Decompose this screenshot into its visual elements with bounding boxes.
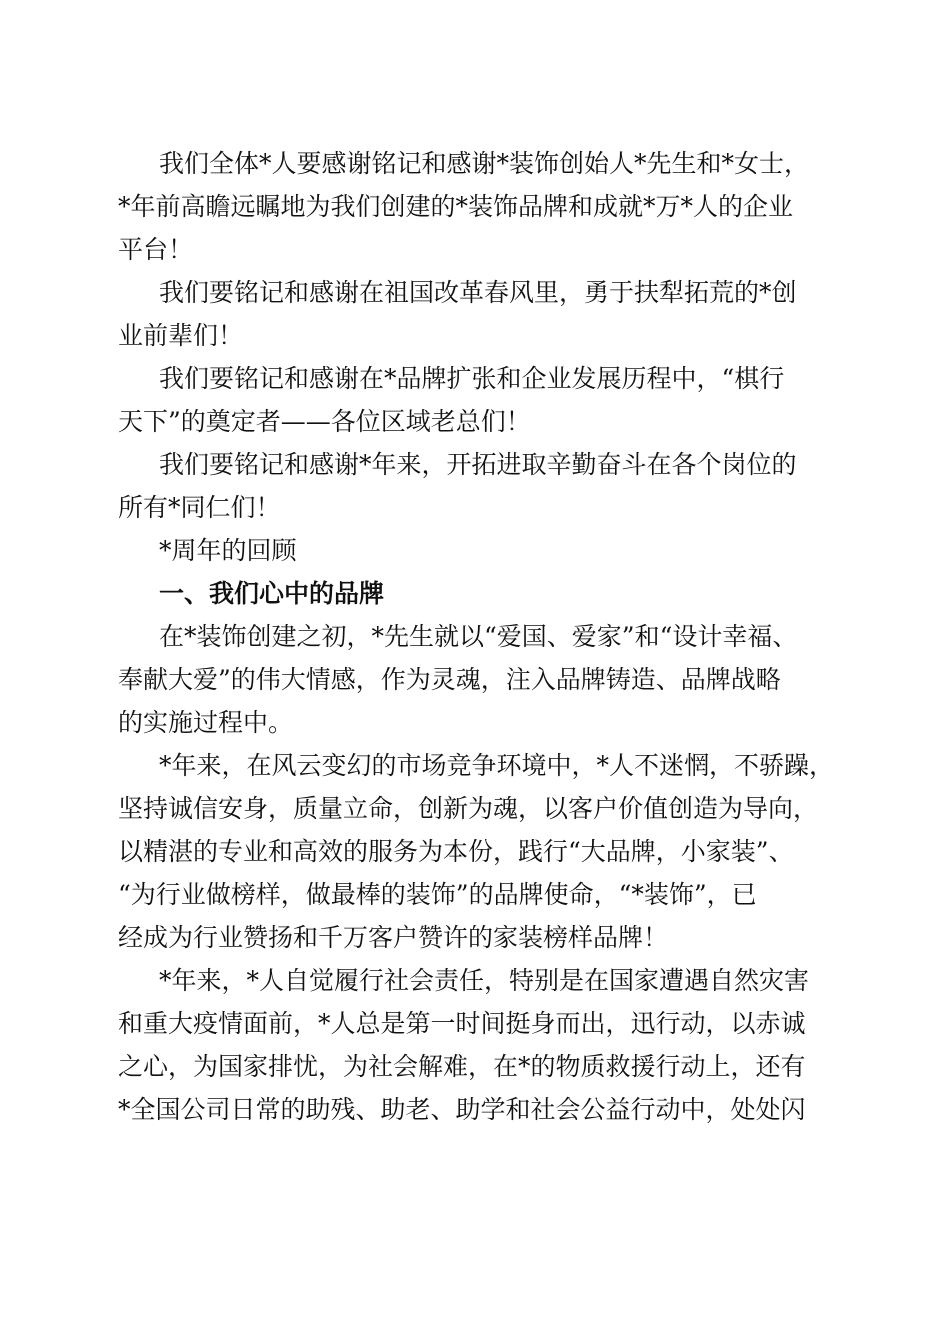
text-line: 我们要铭记和感谢在祖国改革春风里，勇于扶犁拓荒的*创 xyxy=(159,278,797,307)
text-line: 所有*同仁们！ xyxy=(118,493,281,522)
text-line: 我们要铭记和感谢在*品牌扩张和企业发展历程中，“棋行 xyxy=(159,364,785,393)
text-line: 以精湛的专业和高效的服务为本份，践行“大品牌，小家装”、 xyxy=(118,837,794,866)
text-line: 天下”的奠定者——各位区域老总们！ xyxy=(118,407,531,436)
paragraph xyxy=(118,615,828,744)
paragraph xyxy=(118,357,828,443)
section-heading: 一、我们心中的品牌 xyxy=(159,579,385,608)
text-line: *周年的回顾 xyxy=(159,536,297,565)
text-line: 业前辈们！ xyxy=(118,321,244,350)
text-line: “为行业做榜样，做最棒的装饰”的品牌使命，“*装饰”，已 xyxy=(118,880,757,909)
paragraph xyxy=(118,142,828,271)
paragraph xyxy=(118,744,835,959)
document-body xyxy=(118,142,835,1131)
paragraph xyxy=(118,529,828,572)
text-line: 在*装饰创建之初，*先生就以“爱国、爱家”和“设计幸福、 xyxy=(159,622,798,651)
text-line: 坚持诚信安身，质量立命，创新为魂，以客户价值创造为导向， xyxy=(118,794,819,823)
paragraph xyxy=(118,959,828,1131)
text-line: 的实施过程中。 xyxy=(118,708,294,737)
text-line: *全国公司日常的助残、助老、助学和社会公益行动中，处处闪 xyxy=(118,1095,806,1124)
text-line: *年来，在风云变幻的市场竞争环境中，*人不迷惘，不骄躁， xyxy=(159,751,835,780)
text-line: 经成为行业赞扬和千万客户赞许的家装榜样品牌！ xyxy=(118,923,669,952)
text-line: 和重大疫情面前，*人总是第一时间挺身而出，迅行动，以赤诚 xyxy=(118,1009,806,1038)
paragraph xyxy=(118,271,828,357)
text-line: 我们全体*人要感谢铭记和感谢*装饰创始人*先生和*女士， xyxy=(159,149,810,178)
text-line: *年来，*人自觉履行社会责任，特别是在国家遭遇自然灾害 xyxy=(159,966,810,995)
text-line: 我们要铭记和感谢*年来，开拓进取辛勤奋斗在各个岗位的 xyxy=(159,450,797,479)
text-line: 平台！ xyxy=(118,235,194,264)
text-line: 之心，为国家排忧，为社会解难，在*的物质救援行动上，还有 xyxy=(118,1052,806,1081)
paragraph xyxy=(118,443,828,529)
text-line: *年前高瞻远瞩地为我们创建的*装饰品牌和成就*万*人的企业 xyxy=(118,192,794,221)
text-line: 奉献大爱”的伟大情感，作为灵魂，注入品牌铸造、品牌战略 xyxy=(118,665,781,694)
